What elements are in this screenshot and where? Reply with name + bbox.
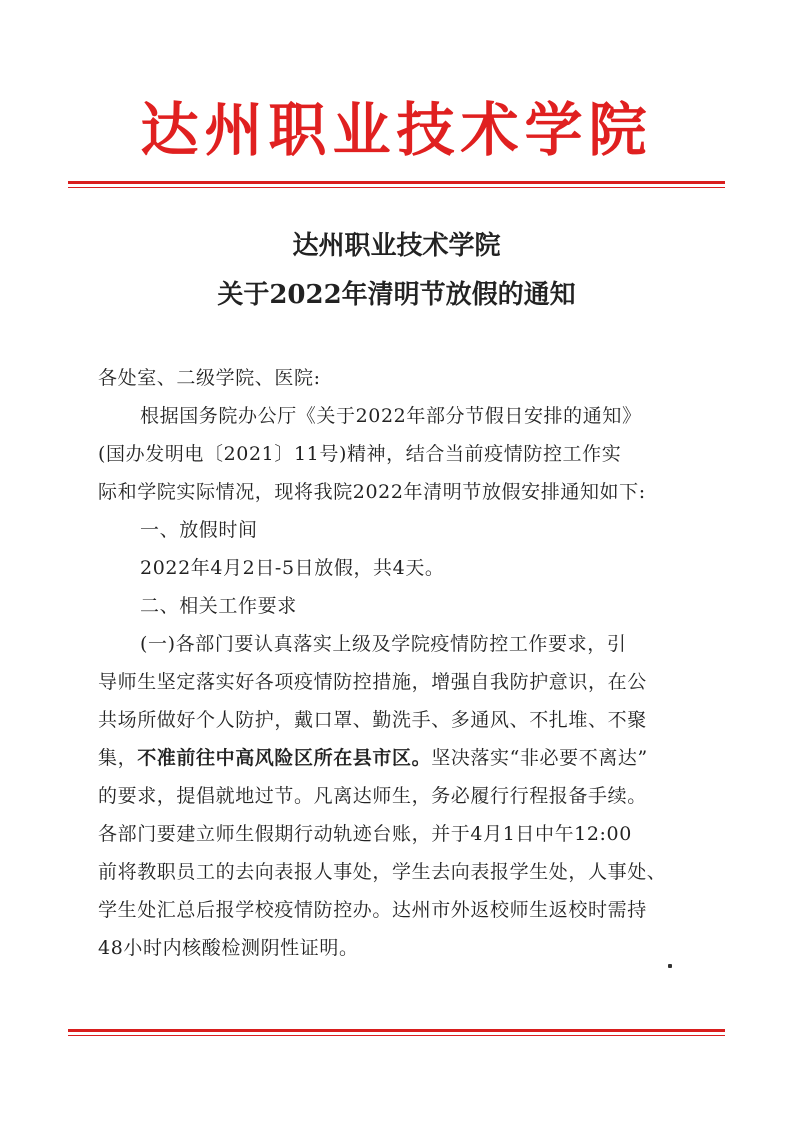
section2-heading: 二、相关工作要求 <box>140 595 297 617</box>
header-rule-thick <box>68 181 725 184</box>
requirement-line: 共场所做好个人防护，戴口罩、勤洗手、多通风、不扎堆、不聚 <box>98 709 647 731</box>
requirement-emphasis: 不准前往中高风险区所在县市区。 <box>137 747 432 769</box>
intro-line: 际和学院实际情况，现将我院2022年清明节放假安排通知如下: <box>98 481 646 503</box>
notice-body <box>98 359 698 967</box>
institution-header: 达州职业技术学院 <box>140 96 653 164</box>
section1-text: 2022年4月2日-5日放假，共4天。 <box>140 557 445 579</box>
requirement-line: (一)各部门要认真落实上级及学院疫情防控工作要求，引 <box>140 633 627 655</box>
notice-title-line1: 达州职业技术学院 <box>292 231 501 261</box>
requirement-line: 的要求，提倡就地过节。凡离达师生，务必履行行程报备手续。 <box>98 785 647 807</box>
section1-heading: 一、放假时间 <box>140 519 258 541</box>
requirement-line: 前将教职员工的去向表报人事处，学生去向表报学生处，人事处、 <box>98 861 667 883</box>
footer-rule-thick <box>68 1029 725 1032</box>
header-rule-thin <box>68 187 725 188</box>
requirement-text: 集， <box>98 747 138 769</box>
requirement-line: 学生处汇总后报学校疫情防控办。达州市外返校师生返校时需持 <box>98 899 647 921</box>
requirement-line: 导师生坚定落实好各项疫情防控措施，增强自我防护意识，在公 <box>98 671 647 693</box>
requirement-line <box>98 739 698 777</box>
intro-line: 根据国务院办公厅《关于2022年部分节假日安排的通知》 <box>140 405 642 427</box>
requirement-line: 各部门要建立师生假期行动轨迹台账，并于4月1日中午12:00 <box>98 823 632 845</box>
salutation: 各处室、二级学院、医院: <box>98 367 321 389</box>
scan-mark <box>668 964 672 968</box>
notice-title-line2: 关于2022年清明节放假的通知 <box>217 280 576 310</box>
requirement-line: 48小时内核酸检测阴性证明。 <box>98 937 359 959</box>
requirement-text: 坚决落实“非必要不离达” <box>431 747 648 769</box>
intro-line: (国办发明电〔2021〕11号)精神，结合当前疫情防控工作实 <box>98 443 622 465</box>
footer-rule-thin <box>68 1035 725 1036</box>
